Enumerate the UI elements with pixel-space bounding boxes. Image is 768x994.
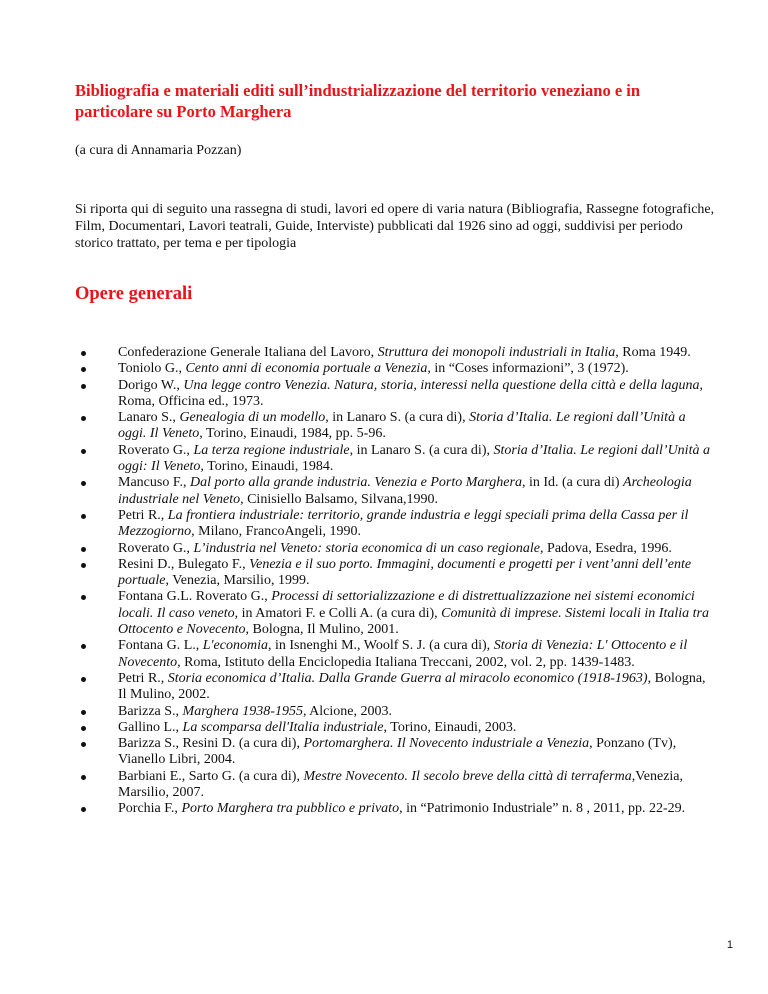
intro-paragraph: Si riporta qui di seguito una rassegna di studi, lavori ed opere di varia natura (Bibliografia, Rassegne fotografiche, Film, Documentari, Lavori teatrali, Guide, Interviste) pubblicati dal 1926 sino ad oggi, suddivisi per periodo storico trattato, per tema e per tipologia	[75, 202, 715, 251]
entry-details: , Torino, Einaudi, 2003.	[383, 719, 517, 735]
entry-details: , in Lanaro S. (a cura di),	[325, 410, 470, 426]
entry-details: , in Lanaro S. (a cura di),	[349, 442, 494, 458]
entry-details: , Padova, Esedra, 1996.	[540, 540, 672, 556]
entry-title: Cento anni di economia portuale a Venezia	[185, 361, 428, 377]
bibliography-entry	[75, 345, 715, 361]
entry-details: , Roma, Officina ed., 1973.	[118, 377, 703, 409]
entry-details: , in “Patrimonio Industriale” n. 8 , 2011, pp. 22-29.	[399, 801, 686, 817]
entry-author: Lanaro S.,	[118, 410, 180, 426]
bibliography-entry	[75, 378, 715, 411]
bibliography-entry	[75, 638, 715, 671]
bibliography-entry	[75, 704, 715, 720]
bibliography-entry	[75, 541, 715, 557]
entry-details: , in Isnenghi M., Woolf S. J. (a cura di),	[267, 638, 494, 654]
entry-publication: Roma, Istituto della Enciclopedia Italiana Treccani, 2002, vol. 2, pp. 1439-1483.	[180, 654, 635, 670]
entry-author: Barizza S., Resini D. (a cura di),	[118, 736, 304, 752]
entry-details: , in Id. (a cura di)	[521, 475, 624, 491]
entry-details: ,Venezia, Marsilio, 2007.	[118, 768, 684, 801]
entry-details: , Ponzano (Tv), Vianello Libri, 2004.	[118, 736, 677, 768]
entry-title: Mestre Novecento. Il secolo breve della città di terraferma	[303, 768, 632, 784]
entry-title: Una legge contro Venezia. Natura, storia, interessi nella questione della città e della laguna	[183, 377, 700, 393]
bibliography-entry	[75, 410, 715, 443]
bibliography-entry	[75, 557, 715, 590]
entry-author: Fontana G. L.,	[118, 638, 203, 654]
entry-author: Resini D., Bulegato F.,	[118, 556, 250, 572]
entry-volume-title: Storia d’Italia. Le regioni dall’Unità a oggi: Il Veneto,	[118, 442, 710, 475]
entry-author: Roverato G.,	[118, 540, 194, 556]
entry-author: Toniolo G.,	[118, 361, 186, 377]
section-heading: Opere generali	[75, 284, 193, 304]
entry-details: Alcione, 2003.	[306, 703, 392, 719]
bibliography-entry	[75, 720, 715, 736]
document-title: Bibliografia e materiali editi sull’industrializzazione del territorio veneziano e in particolare su Porto Marghera	[75, 81, 641, 121]
entry-volume-title: Archeologia industriale nel Veneto	[118, 475, 692, 507]
entry-author: Dorigo W.,	[118, 377, 184, 393]
entry-publication: , Bologna, Il Mulino, 2001.	[245, 622, 399, 638]
entry-title: Portomarghera. Il Novecento industriale a Venezia	[303, 736, 590, 752]
bibliography-entry	[75, 443, 715, 476]
entry-details: , Bologna, Il Mulino, 2002.	[118, 670, 706, 703]
entry-author: Porchia F.,	[118, 801, 182, 817]
entry-author: Barbiani E., Sarto G. (a cura di),	[118, 768, 304, 784]
entry-title: La terza regione industriale	[193, 442, 350, 458]
entry-details: , Venezia, Marsilio, 1999.	[165, 573, 310, 589]
entry-volume-title: Comunità di imprese. Sistemi locali in Italia tra Ottocento e Novecento	[118, 605, 709, 638]
bibliography-list	[75, 345, 715, 818]
entry-title: Struttura dei monopoli industriali in Italia	[377, 345, 616, 360]
entry-title: Genealogia di un modello	[179, 410, 326, 426]
page-number: 1	[726, 939, 733, 951]
entry-author: Gallino L.,	[118, 719, 183, 735]
entry-volume-title: Storia di Venezia: L' Ottocento e il Novecento,	[118, 638, 688, 670]
entry-author: Petri R.,	[118, 507, 168, 523]
bibliography-entry	[75, 801, 715, 817]
entry-publication: , Torino, Einaudi, 1984, pp. 5-96.	[199, 426, 386, 442]
entry-title: L’industria nel Veneto: storia economica di un caso regionale	[193, 540, 541, 556]
entry-details: , Roma 1949.	[615, 345, 691, 360]
bibliography-entry	[75, 671, 715, 704]
entry-title: Venezia e il suo porto. Immagini, documenti e progetti per i vent’anni dell’ente portuale	[118, 556, 692, 589]
entry-author: Barizza S.,	[118, 703, 183, 719]
entry-title: La frontiera industriale: territorio, grande industria e leggi speciali prima della Cassa per il Mezzogiorno	[118, 507, 689, 540]
bibliography-entry	[75, 508, 715, 541]
entry-publication: , Cinisiello Balsamo, Silvana,1990.	[240, 491, 439, 507]
entry-volume-title: Storia d’Italia. Le regioni dall’Unità a oggi. Il Veneto	[118, 410, 686, 442]
curator-note: (a cura di Annamaria Pozzan)	[75, 143, 242, 158]
bibliography-entry	[75, 361, 715, 377]
entry-details: , in Amatori F. e Colli A. (a cura di),	[234, 605, 442, 621]
bibliography-entry	[75, 589, 715, 638]
entry-details: , in “Coses informazioni”, 3 (1972).	[427, 361, 629, 377]
entry-author: Roverato G.,	[118, 442, 194, 458]
entry-title: La scomparsa dell'Italia industriale	[182, 719, 384, 735]
entry-author: Confederazione Generale Italiana del Lavoro,	[118, 345, 378, 360]
entry-title: Processi di settorializzazione e di distrettualizzazione nei sistemi economici locali. Il caso veneto	[118, 589, 695, 621]
entry-author: Mancuso F.,	[118, 475, 190, 491]
bibliography-entry	[75, 475, 715, 508]
entry-publication: Torino, Einaudi, 1984.	[203, 459, 334, 475]
entry-title: Marghera 1938-1955,	[182, 703, 307, 719]
entry-details: , Milano, FrancoAngeli, 1990.	[191, 524, 362, 540]
entry-title: Porto Marghera tra pubblico e privato	[181, 801, 400, 817]
entry-author: Fontana G.L. Roverato G.,	[118, 589, 272, 605]
entry-title: Dal porto alla grande industria. Venezia e Porto Marghera	[190, 475, 522, 491]
bibliography-entry	[75, 769, 715, 802]
entry-author: Petri R.,	[118, 670, 168, 686]
entry-title: Storia economica d’Italia. Dalla Grande Guerra al miracolo economico (1918-1963)	[167, 670, 648, 686]
entry-title: L'economia	[202, 638, 268, 654]
bibliography-entry	[75, 736, 715, 769]
